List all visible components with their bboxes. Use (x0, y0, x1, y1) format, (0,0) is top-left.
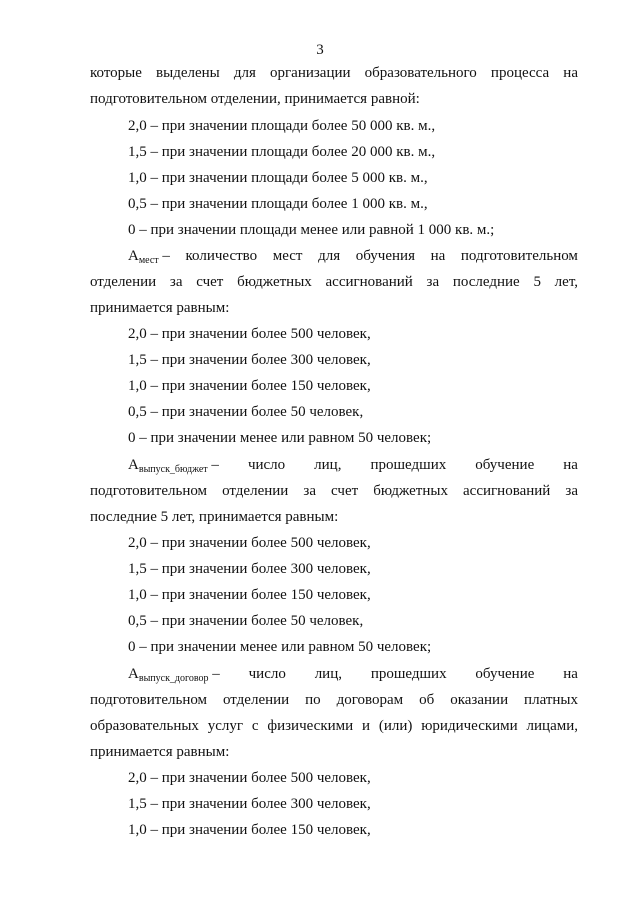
a-mest-symbol: $А_{мест}$ – (128, 248, 170, 266)
word: на (430, 248, 446, 264)
a-dogovor-definition-line-1 (128, 664, 578, 689)
a-dogovor-item: 1,0 – при значении более 150 человек, (128, 822, 371, 838)
word: подготовительном (460, 248, 578, 264)
a-mest-item: 1,0 – при значении более 150 человек, (128, 378, 371, 394)
a-byudzhet-item: 1,5 – при значении более 300 человек, (128, 561, 371, 577)
area-item: 1,0 – при значении площади более 5 000 кв. м., (128, 170, 428, 186)
word: обучение (475, 666, 535, 682)
a-mest-definition-line-1 (128, 246, 578, 271)
word: на (563, 457, 578, 473)
a-mest-item: 2,0 – при значении более 500 человек, (128, 326, 371, 342)
a-dogovor-line-2: подготовительном отделении по договорам об оказании платных (90, 692, 578, 708)
word: мест (272, 248, 303, 264)
word: на (563, 666, 578, 682)
a-byudzhet-item: 0,5 – при значении более 50 человек, (128, 613, 364, 629)
word: количество (185, 248, 258, 264)
a-byudzhet-definition-line-1 (128, 455, 578, 480)
word: лиц, (314, 457, 342, 473)
a-mest-line-2: отделении за счет бюджетных ассигнований за последние 5 лет, (90, 274, 578, 290)
area-item: 0 – при значении площади менее или равной 1 000 кв. м.; (128, 222, 495, 238)
area-item: 0,5 – при значении площади более 1 000 кв. м., (128, 196, 428, 212)
word: обучение (475, 457, 535, 473)
a-mest-item: 0 – при значении менее или равном 50 человек; (128, 430, 432, 446)
a-dogovor-item: 2,0 – при значении более 500 человек, (128, 770, 371, 786)
word: прошедших (370, 666, 447, 682)
intro-line-2: подготовительном отделении, принимается равной: (90, 91, 420, 107)
a-dogovor-line-4: принимается равным: (90, 744, 230, 760)
a-byudzhet-item: 0 – при значении менее или равном 50 человек; (128, 639, 432, 655)
a-byudzhet-line-2: подготовительном отделении за счет бюджетных ассигнований за (90, 483, 578, 499)
page-number: 3 (316, 42, 324, 58)
a-byudzhet-symbol: $А_{выпуск\_бюджет}$ – (128, 457, 219, 475)
word: для (318, 248, 341, 264)
a-byudzhet-item: 2,0 – при значении более 500 человек, (128, 535, 371, 551)
a-mest-line-3: принимается равным: (90, 300, 230, 316)
word: лиц, (314, 666, 342, 682)
a-mest-item: 1,5 – при значении более 300 человек, (128, 352, 371, 368)
a-dogovor-line-3: образовательных услуг с физическими и (или) юридическими лицами, (90, 718, 578, 734)
word: обучения (355, 248, 415, 264)
word: число (248, 666, 286, 682)
a-dogovor-item: 1,5 – при значении более 300 человек, (128, 796, 371, 812)
area-item: 1,5 – при значении площади более 20 000 кв. м., (128, 144, 436, 160)
a-byudzhet-line-3: последние 5 лет, принимается равным: (90, 509, 339, 525)
word: число (247, 457, 286, 473)
a-dogovor-symbol: $А_{выпуск\_договор}$ – (128, 666, 220, 684)
word: прошедших (370, 457, 447, 473)
area-item: 2,0 – при значении площади более 50 000 кв. м., (128, 118, 436, 134)
a-mest-item: 0,5 – при значении более 50 человек, (128, 404, 364, 420)
a-byudzhet-item: 1,0 – при значении более 150 человек, (128, 587, 371, 603)
intro-line-1: которые выделены для организации образовательного процесса на (90, 65, 578, 81)
